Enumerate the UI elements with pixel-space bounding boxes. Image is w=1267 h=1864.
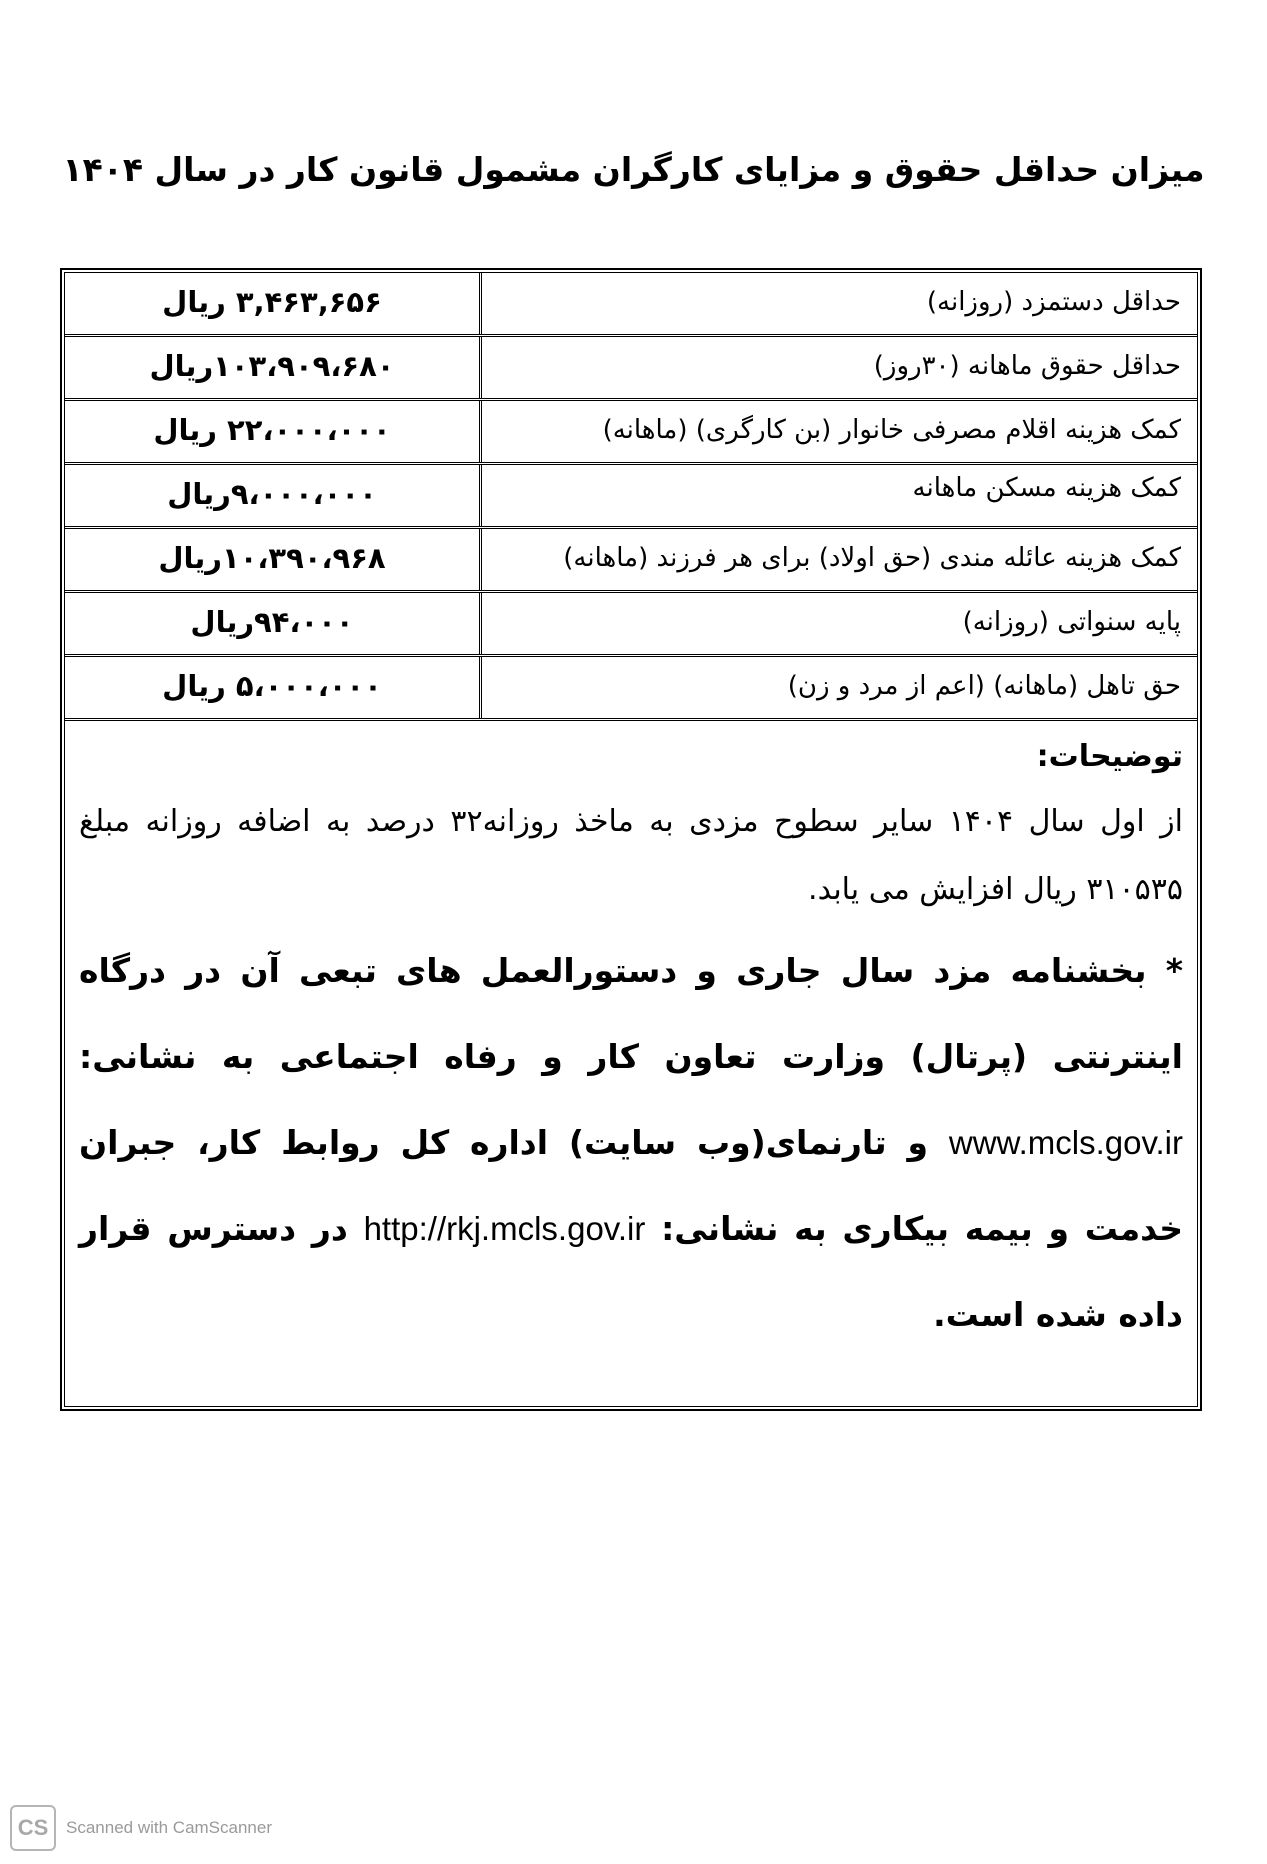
row-label: حق تاهل (ماهانه) (اعم از مرد و زن) xyxy=(479,657,1197,718)
row-value: ۹۴،۰۰۰ریال xyxy=(190,605,354,639)
row-label: کمک هزینه مسکن ماهانه xyxy=(479,465,1197,526)
wage-table xyxy=(60,268,1202,1411)
rkj-url-link[interactable]: http://rkj.mcls.gov.ir xyxy=(363,1210,646,1247)
table-row xyxy=(65,465,1197,529)
notes-paragraph: از اول سال ۱۴۰۴ سایر سطوح مزدی به ماخذ روزانه۳۲ درصد به اضافه روزانه مبلغ ۳۱۰۵۳۵ ریال افزایش می یابد. xyxy=(79,804,1183,907)
watermark-text: Scanned with CamScanner xyxy=(66,1818,273,1837)
table-row xyxy=(65,657,1197,721)
row-value: ۹،۰۰۰،۰۰۰ریال xyxy=(167,477,377,511)
bulletin-text-3: در دسترس قرار داده شده است. xyxy=(79,1209,1183,1334)
table-row xyxy=(65,273,1197,337)
row-label: کمک هزینه عائله مندی (حق اولاد) برای هر فرزند (ماهانه) xyxy=(479,529,1197,590)
table-row xyxy=(65,529,1197,593)
table-row xyxy=(65,337,1197,401)
row-value: ۵،۰۰۰،۰۰۰ ریال xyxy=(162,669,382,703)
bulletin-text-2: و تارنمای(وب سایت) اداره کل روابط کار، جبران خدمت و بیمه بیکاری به نشانی: xyxy=(79,1123,1183,1248)
bulletin-text-1: * بخشنامه مزد سال جاری و دستورالعمل های تبعی آن در درگاه اینترنتی (پرتال) وزارت تعاون کار و رفاه اجتماعی به نشانی: xyxy=(79,951,1183,1076)
row-value: ۱۰،۳۹۰،۹۶۸ریال xyxy=(158,541,386,575)
notes-bulletin xyxy=(79,928,1183,1358)
row-label: حداقل حقوق ماهانه (۳۰روز) xyxy=(479,337,1197,398)
row-label: کمک هزینه اقلام مصرفی خانوار (بن کارگری) (ماهانه) xyxy=(479,401,1197,462)
ministry-url-link[interactable]: www.mcls.gov.ir xyxy=(948,1124,1183,1161)
camscanner-watermark xyxy=(10,1805,272,1851)
row-value: ۳,۴۶۳,۶۵۶ ریال xyxy=(162,285,382,319)
row-value: ۲۲،۰۰۰،۰۰۰ ریال xyxy=(153,413,391,447)
notes-section xyxy=(65,721,1197,1406)
document-title: میزان حداقل حقوق و مزایای کارگران مشمول قانون کار در سال ۱۴۰۴ xyxy=(62,150,1205,189)
row-value: ۱۰۳،۹۰۹،۶۸۰ریال xyxy=(149,349,395,383)
row-label: پایه سنواتی (روزانه) xyxy=(479,593,1197,654)
notes-heading: توضیحات: xyxy=(1036,739,1183,774)
table-row xyxy=(65,401,1197,465)
camscanner-logo-icon: CS xyxy=(10,1805,56,1851)
table-row xyxy=(65,593,1197,657)
row-label: حداقل دستمزد (روزانه) xyxy=(479,273,1197,334)
